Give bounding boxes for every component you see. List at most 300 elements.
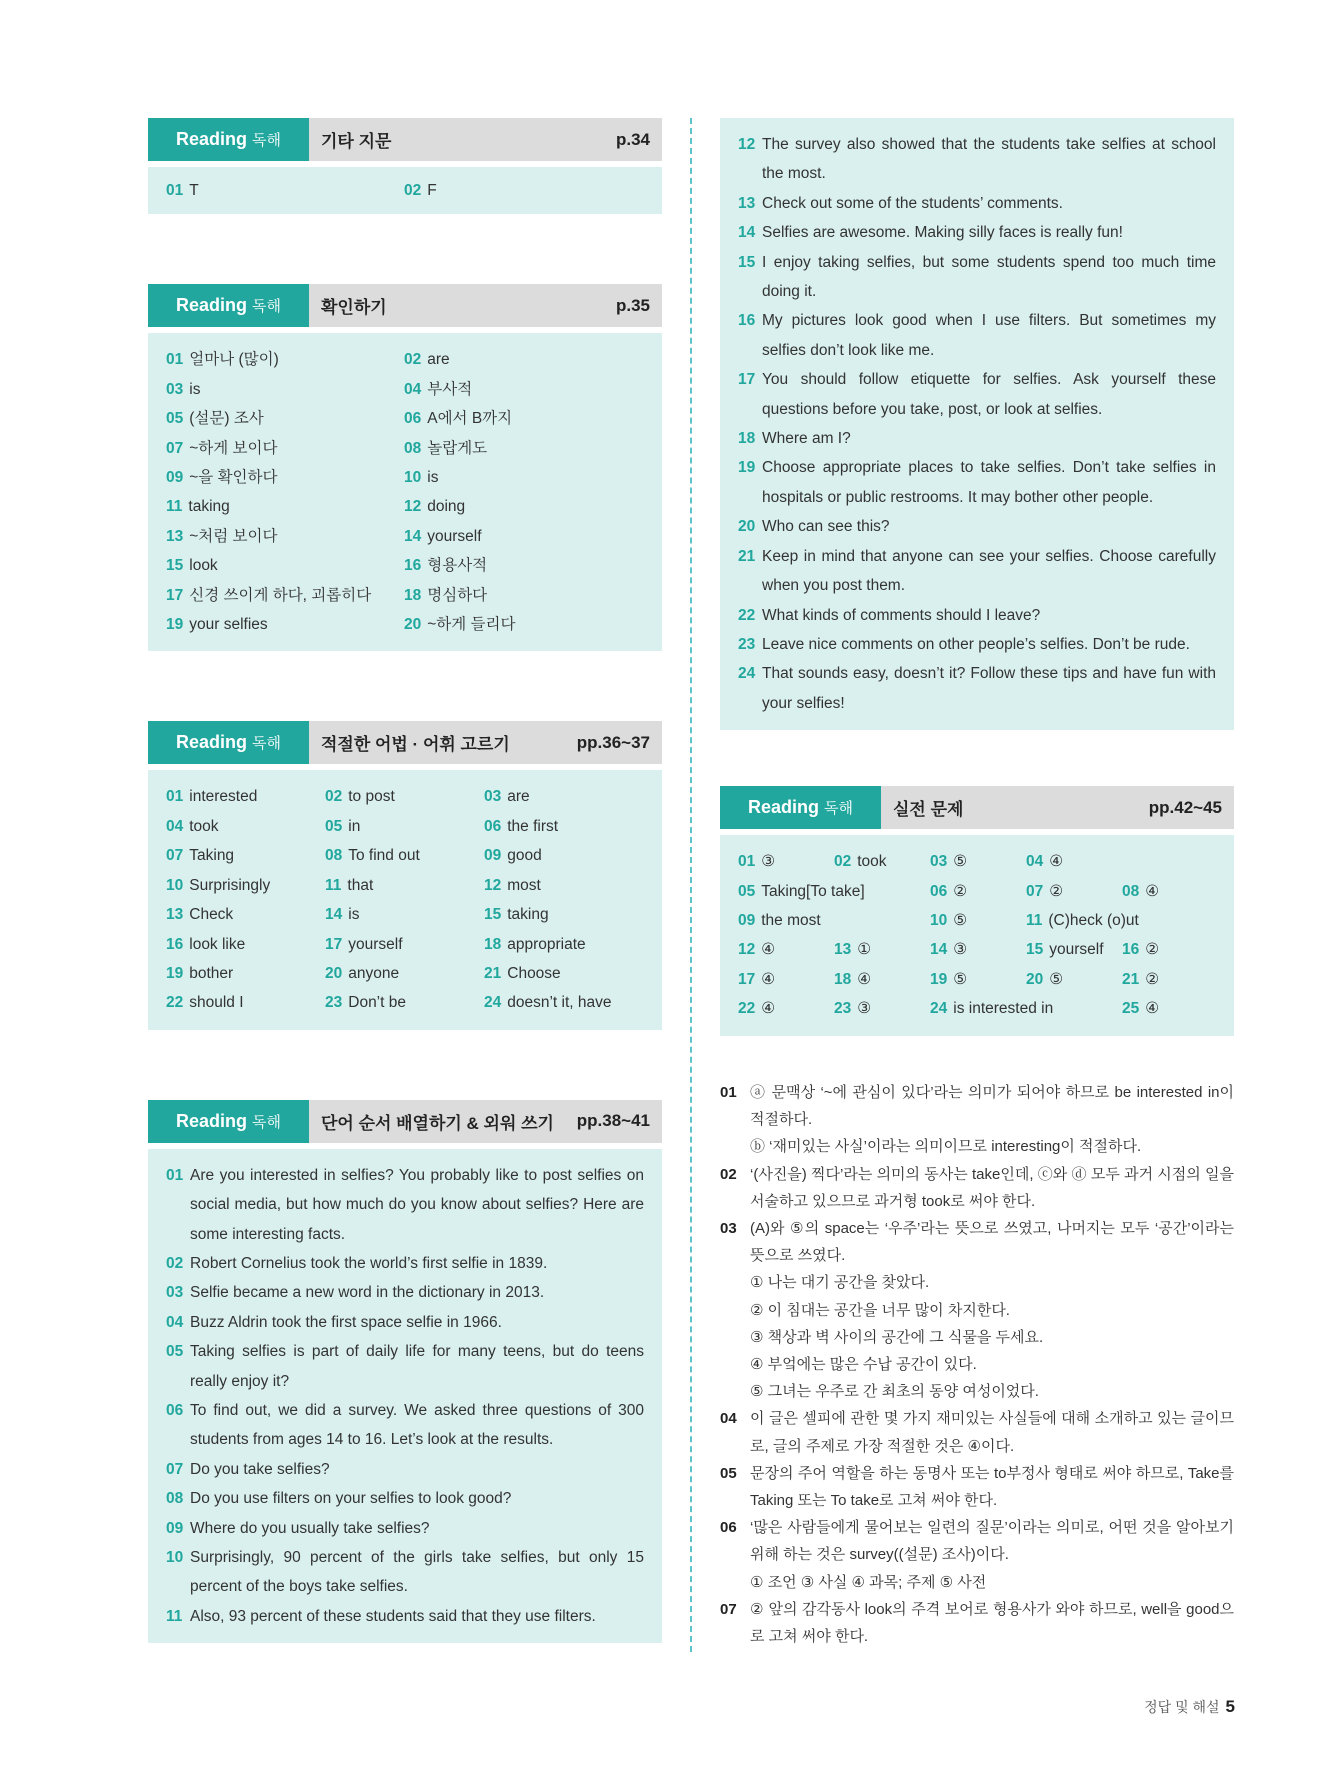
item-number: 16	[166, 935, 184, 953]
explanation-text: ‘(사진을) 찍다’라는 의미의 동사는 take인데, ⓒ와 ⓓ 모두 과거 시점의 일을 서술하고 있으므로 과거형 took로 써야 한다.	[750, 1165, 1234, 1210]
item-text: The survey also showed that the students take selfies at school the most.	[762, 136, 1216, 183]
answer-item	[738, 965, 834, 994]
item-number: 08	[166, 1490, 184, 1508]
item-number: 04	[1026, 853, 1044, 871]
item-text: your selfies	[189, 616, 268, 634]
item-number: 12	[484, 876, 502, 894]
item-text: Choose	[507, 964, 561, 982]
item-number: 12	[738, 941, 756, 959]
explanation-text: 문장의 주어 역할을 하는 동명사 또는 to부정사 형태로 써야 하므로, Take를 Taking 또는 To take로 고쳐 써야 한다.	[750, 1464, 1234, 1510]
answer-item	[1026, 965, 1122, 994]
section-body	[148, 333, 662, 651]
section-page: p.34	[615, 129, 650, 149]
item-number: 01	[166, 1166, 184, 1184]
answer-item	[166, 841, 325, 870]
item-text: Don’t be	[348, 994, 406, 1012]
answer-item	[404, 551, 642, 580]
item-text: Robert Cornelius took the world’s first selfie in 1839.	[190, 1254, 548, 1272]
answer-item	[325, 841, 484, 870]
answer-item	[166, 988, 325, 1017]
item-number: 05	[166, 410, 184, 428]
item-number: 03	[166, 1284, 184, 1302]
item-number: 18	[834, 970, 852, 988]
section-header	[148, 118, 662, 161]
sentence-item	[166, 1602, 644, 1631]
section-body	[148, 1149, 662, 1644]
item-number: 08	[325, 847, 343, 865]
item-text: doesn’t it, have	[507, 994, 612, 1012]
answer-item	[404, 492, 642, 521]
section-label: Reading 독해	[148, 721, 309, 764]
section-page: pp.42~45	[1148, 797, 1222, 817]
answer-item	[404, 404, 642, 433]
item-text: What kinds of comments should I leave?	[762, 606, 1041, 624]
answer-item	[834, 994, 930, 1023]
sentence-item	[738, 424, 1216, 453]
section-body	[148, 167, 662, 214]
explanation-text: ‘많은 사람들에게 물어보는 일련의 질문’이라는 의미로, 어떤 것을 알아보기 위해 하는 것은 survey((설문) 조사)이다.	[750, 1519, 1234, 1564]
item-number: 19	[738, 459, 756, 477]
item-text: to post	[348, 788, 395, 806]
item-text: Where do you usually take selfies?	[190, 1519, 430, 1537]
item-text: (C)heck (o)ut	[1048, 911, 1139, 929]
item-number: 22	[738, 606, 756, 624]
answer-item	[166, 871, 325, 900]
item-text: ~을 확인하다	[189, 469, 278, 487]
item-number: 17	[738, 970, 756, 988]
item-text: A에서 B까지	[427, 410, 513, 428]
item-number: 07	[1026, 882, 1044, 900]
answer-item	[1122, 994, 1192, 1023]
sentence-item	[738, 218, 1216, 247]
column-divider	[690, 118, 692, 1652]
item-number: 09	[484, 847, 502, 865]
answer-item	[930, 965, 1026, 994]
item-number: 06	[404, 410, 422, 428]
answer-item	[1026, 906, 1139, 935]
section-label: Reading 독해	[148, 1100, 309, 1143]
explanation-number: 05	[720, 1464, 737, 1482]
item-number: 19	[930, 970, 948, 988]
item-text: ⑤	[953, 970, 968, 988]
item-number: 07	[166, 439, 184, 457]
explanation-text: ② 앞의 감각동사 look의 주격 보어로 형용사가 와야 하므로, well을 good으로 고쳐 써야 한다.	[750, 1600, 1234, 1646]
sentence-item	[738, 248, 1216, 307]
item-number: 15	[484, 906, 502, 924]
answer-item	[325, 782, 484, 811]
item-number: 13	[166, 906, 184, 924]
explanation-text: ⓐ 문맥상 ‘~에 관심이 있다’라는 의미가 되어야 하므로 be interested in이 적절하다.	[750, 1084, 1234, 1129]
item-number: 17	[738, 371, 756, 389]
answer-item	[404, 375, 642, 404]
explanation-text: (A)와 ⑤의 space는 ‘우주’라는 뜻으로 쓰였고, 나머지는 모두 ‘공간’이라는 뜻으로 쓰였다.	[750, 1220, 1234, 1265]
answer-item	[325, 900, 484, 929]
item-text: ~처럼 보이다	[189, 527, 278, 545]
item-text: in	[348, 817, 361, 835]
section-word-order	[148, 1100, 662, 1644]
answer-item	[930, 906, 1026, 935]
section-header	[148, 721, 662, 764]
section-body	[720, 835, 1234, 1035]
sentence-item	[166, 1278, 644, 1307]
section-title: 기타 지문	[321, 132, 392, 151]
item-text: ⑤	[953, 853, 968, 871]
item-text: interested	[189, 788, 258, 806]
item-text: 얼마나 (많이)	[189, 351, 279, 369]
item-number: 14	[404, 527, 422, 545]
item-text: ②	[953, 882, 968, 900]
explanation-subline: ⓑ ‘재미있는 사실’이라는 의미이므로 interesting이 적절하다.	[750, 1138, 1142, 1156]
explanation-subline: ④ 부엌에는 많은 수납 공간이 있다.	[750, 1356, 977, 1374]
sentence-item	[738, 512, 1216, 541]
item-text: is	[348, 906, 360, 924]
answer-item	[930, 994, 1054, 1023]
answer-item	[166, 900, 325, 929]
left-column	[148, 118, 662, 1643]
answer-item	[166, 434, 404, 463]
sentence-item	[166, 1337, 644, 1396]
item-number: 03	[166, 380, 184, 398]
item-number: 21	[738, 547, 756, 565]
item-text: ④	[761, 1000, 776, 1018]
answer-item	[166, 176, 404, 205]
item-text: Check	[189, 906, 234, 924]
item-number: 10	[930, 911, 948, 929]
item-text: ④	[1145, 882, 1160, 900]
section-grammar-vocab	[148, 721, 662, 1029]
section-other-passage	[148, 118, 662, 214]
right-column	[720, 118, 1234, 1036]
item-number: 05	[325, 817, 343, 835]
item-number: 07	[166, 1460, 184, 1478]
answer-item	[325, 871, 484, 900]
item-text: Selfies are awesome. Making silly faces is really fun!	[762, 224, 1123, 242]
item-number: 02	[325, 788, 343, 806]
item-text: Buzz Aldrin took the first space selfie in 1966.	[190, 1313, 502, 1331]
item-number: 18	[484, 935, 502, 953]
item-number: 08	[404, 439, 422, 457]
item-number: 21	[1122, 970, 1140, 988]
answer-item	[484, 930, 644, 959]
answer-item	[1026, 935, 1122, 964]
section-page: pp.38~41	[576, 1111, 650, 1131]
explanation-number: 06	[720, 1519, 737, 1537]
answer-item	[484, 900, 644, 929]
answer-item	[1122, 906, 1192, 935]
section-check	[148, 284, 662, 651]
item-number: 23	[834, 1000, 852, 1018]
item-text: Do you take selfies?	[190, 1460, 330, 1478]
answer-item	[1026, 877, 1122, 906]
item-text: Taking	[189, 847, 235, 865]
item-number: 13	[738, 194, 756, 212]
answer-item	[404, 176, 642, 205]
item-number: 12	[404, 498, 422, 516]
item-text: 형용사적	[427, 557, 488, 575]
item-number: 15	[1026, 941, 1044, 959]
answer-item	[325, 988, 484, 1017]
answer-item	[1122, 935, 1192, 964]
item-text: good	[507, 847, 542, 865]
item-number: 20	[404, 616, 422, 634]
item-number: 11	[1026, 911, 1043, 929]
section-title: 단어 순서 배열하기 & 외워 쓰기	[321, 1113, 554, 1133]
item-text: ②	[1145, 970, 1160, 988]
section-label: Reading 독해	[148, 284, 309, 327]
explanations	[720, 1079, 1234, 1650]
item-number: 22	[738, 1000, 756, 1018]
answer-item	[325, 812, 484, 841]
answer-item	[1026, 847, 1122, 876]
item-number: 04	[166, 817, 184, 835]
answer-item	[166, 463, 404, 492]
item-number: 16	[404, 557, 422, 575]
answer-item	[404, 345, 642, 374]
item-number: 01	[166, 351, 184, 369]
item-text: Check out some of the students’ comments.	[762, 194, 1063, 212]
item-number: 11	[166, 1607, 183, 1625]
item-number: 06	[484, 817, 502, 835]
sentence-item	[166, 1514, 644, 1543]
answer-item	[166, 812, 325, 841]
item-number: 20	[1026, 970, 1044, 988]
item-text: 부사적	[427, 380, 473, 398]
answer-item	[484, 959, 644, 988]
item-number: 02	[404, 351, 422, 369]
item-text: 신경 쓰이게 하다, 괴롭히다	[189, 586, 372, 604]
answer-item	[738, 994, 834, 1023]
item-text: doing	[427, 498, 466, 516]
explanation-item	[720, 1215, 1234, 1405]
item-number: 01	[166, 788, 184, 806]
sentence-item	[166, 1484, 644, 1513]
item-text: Surprisingly	[189, 876, 271, 894]
item-text: the first	[507, 817, 559, 835]
answer-item	[404, 581, 642, 610]
section-title: 실전 문제	[893, 800, 964, 820]
explanation-subline: ① 조언 ③ 사실 ④ 과목; 주제 ⑤ 사전	[750, 1573, 987, 1591]
item-number: 01	[166, 182, 184, 199]
item-number: 18	[738, 430, 756, 448]
sentence-item	[738, 630, 1216, 659]
section-body	[148, 770, 662, 1029]
item-text: 놀랍게도	[427, 439, 488, 457]
item-text: took	[857, 853, 887, 871]
item-number: 24	[930, 1000, 948, 1018]
sentence-item	[738, 306, 1216, 365]
item-number: 18	[404, 586, 422, 604]
item-text: look	[189, 557, 218, 575]
explanation-item	[720, 1405, 1234, 1459]
item-number: 09	[166, 469, 184, 487]
item-text: Do you use filters on your selfies to look good?	[190, 1490, 512, 1508]
answer-item	[404, 610, 642, 639]
sentence-item	[166, 1161, 644, 1249]
item-number: 10	[166, 876, 184, 894]
item-number: 07	[166, 847, 184, 865]
item-text: F	[427, 182, 437, 199]
sentence-item	[738, 659, 1216, 718]
item-number: 10	[404, 469, 422, 487]
section-practice	[720, 786, 1234, 1035]
item-text: 명심하다	[427, 586, 488, 604]
section-header	[148, 1100, 662, 1143]
answer-item	[834, 906, 930, 935]
item-number: 22	[166, 994, 184, 1012]
item-number: 20	[738, 518, 756, 536]
item-number: 13	[166, 527, 184, 545]
item-number: 17	[166, 586, 184, 604]
sentence-item	[738, 130, 1216, 189]
item-text: are	[427, 351, 450, 369]
item-number: 23	[325, 994, 343, 1012]
item-text: ④	[761, 941, 776, 959]
explanation-item	[720, 1460, 1234, 1514]
explanation-subline: ② 이 침대는 공간을 너무 많이 차지한다.	[750, 1301, 1010, 1319]
item-text: ⑤	[1049, 970, 1064, 988]
answer-item	[166, 782, 325, 811]
item-number: 04	[166, 1313, 184, 1331]
explanation-item	[720, 1161, 1234, 1215]
section-header	[720, 786, 1234, 829]
answer-item	[834, 935, 930, 964]
item-text: yourself	[427, 527, 482, 545]
item-text: You should follow etiquette for selfies. Ask yourself these questions before you take, post, or look at selfies.	[762, 371, 1216, 418]
answer-item	[404, 463, 642, 492]
item-text: Taking[To take]	[761, 882, 865, 900]
explanation-number: 04	[720, 1410, 737, 1428]
answer-item	[930, 935, 1026, 964]
item-text: yourself	[348, 935, 403, 953]
answer-item	[1122, 965, 1192, 994]
item-text: look like	[189, 935, 246, 953]
answer-item	[738, 935, 834, 964]
item-text: To find out, we did a survey. We asked three questions of 300 students from ages 14 to 16. Let’s look at the results.	[190, 1401, 644, 1449]
item-number: 10	[166, 1549, 184, 1566]
sentence-item	[738, 542, 1216, 601]
answer-item	[325, 930, 484, 959]
item-number: 17	[325, 935, 343, 953]
answer-item	[166, 551, 404, 580]
explanation-item	[720, 1079, 1234, 1161]
answer-item	[834, 847, 930, 876]
item-text: ①	[857, 941, 872, 959]
answer-item	[484, 988, 644, 1017]
explanation-number: 03	[720, 1220, 737, 1238]
item-number: 19	[166, 616, 184, 634]
item-text: ~하게 들리다	[427, 616, 516, 634]
answer-item	[484, 841, 644, 870]
item-text: ③	[857, 1000, 872, 1018]
item-number: 23	[738, 635, 756, 653]
explanation-number: 07	[720, 1600, 737, 1618]
item-text: ④	[1049, 853, 1064, 871]
answer-item	[166, 404, 404, 433]
item-text: ~하게 보이다	[189, 439, 278, 457]
sentence-item	[166, 1543, 644, 1602]
item-text: is interested in	[953, 1000, 1054, 1018]
item-text: the most	[761, 911, 821, 929]
explanation-item	[720, 1514, 1234, 1596]
answer-item	[166, 959, 325, 988]
explanation-text: 이 글은 셀피에 관한 몇 가지 재미있는 사실들에 대해 소개하고 있는 글이므로, 글의 주제로 가장 적절한 것은 ④이다.	[750, 1410, 1234, 1455]
item-text: should I	[189, 994, 244, 1012]
section-label: Reading 독해	[720, 786, 881, 829]
answer-item	[404, 434, 642, 463]
page-footer	[1144, 1697, 1235, 1717]
explanation-subline: ① 나는 대기 공간을 찾았다.	[750, 1274, 930, 1292]
item-number: 02	[404, 182, 422, 199]
item-text: Selfie became a new word in the dictionary in 2013.	[190, 1284, 545, 1302]
item-number: 24	[738, 665, 756, 683]
explanation-number: 01	[720, 1084, 737, 1101]
item-number: 12	[738, 136, 756, 153]
item-text: Taking selfies is part of daily life for many teens, but do teens really enjoy it?	[190, 1343, 644, 1390]
item-text: appropriate	[507, 935, 586, 953]
section-title: 적절한 어법 · 어휘 고르기	[321, 735, 510, 755]
item-number: 06	[166, 1401, 184, 1419]
answer-item	[484, 871, 644, 900]
item-text: ②	[1049, 882, 1064, 900]
item-text: bother	[189, 964, 234, 982]
item-number: 08	[1122, 882, 1140, 900]
item-number: 03	[484, 788, 502, 806]
explanation-item	[720, 1596, 1234, 1650]
answer-item	[325, 959, 484, 988]
item-number: 02	[834, 853, 852, 871]
section-title: 확인하기	[321, 298, 387, 318]
item-text: Choose appropriate places to take selfies. Don’t take selfies in hospitals or public restrooms. It may bother other people.	[762, 459, 1216, 506]
item-text: is	[189, 380, 201, 398]
item-text: ③	[953, 941, 968, 959]
item-text: Are you interested in selfies? You probably like to post selfies on social media, but how much do you know about selfies? Here are some interesting facts.	[190, 1166, 644, 1243]
section-label: Reading 독해	[148, 118, 309, 161]
item-text: Also, 93 percent of these students said that they use filters.	[190, 1607, 596, 1625]
sentence-item	[166, 1308, 644, 1337]
item-number: 14	[738, 224, 756, 242]
item-text: yourself	[1049, 941, 1104, 959]
item-text: That sounds easy, doesn’t it? Follow these tips and have fun with your selfies!	[762, 665, 1216, 712]
item-text: are	[507, 788, 530, 806]
sentence-item	[738, 453, 1216, 512]
item-text: most	[507, 876, 541, 894]
item-text: ②	[1145, 941, 1160, 959]
item-number: 15	[166, 557, 184, 575]
item-number: 05	[166, 1343, 184, 1361]
answer-item	[834, 965, 930, 994]
item-number: 14	[930, 941, 948, 959]
section-header	[148, 284, 662, 327]
explanation-subline: ③ 책상과 벽 사이의 공간에 그 식물을 두세요.	[750, 1328, 1044, 1346]
item-text: took	[189, 817, 219, 835]
item-number: 14	[325, 906, 343, 924]
footer-label: 정답 및 해설	[1144, 1699, 1220, 1715]
item-text: Where am I?	[762, 430, 851, 448]
answer-item	[484, 812, 644, 841]
item-text: ④	[1145, 1000, 1160, 1018]
item-text: taking	[507, 906, 549, 924]
answer-item	[738, 847, 834, 876]
item-number: 09	[738, 911, 756, 929]
answer-item	[166, 930, 325, 959]
answer-item	[834, 877, 930, 906]
sentence-item	[166, 1455, 644, 1484]
sentence-item	[738, 189, 1216, 218]
answer-item	[166, 522, 404, 551]
item-text: (설문) 조사	[189, 410, 264, 428]
item-number: 03	[930, 853, 948, 871]
answer-item	[738, 877, 865, 906]
